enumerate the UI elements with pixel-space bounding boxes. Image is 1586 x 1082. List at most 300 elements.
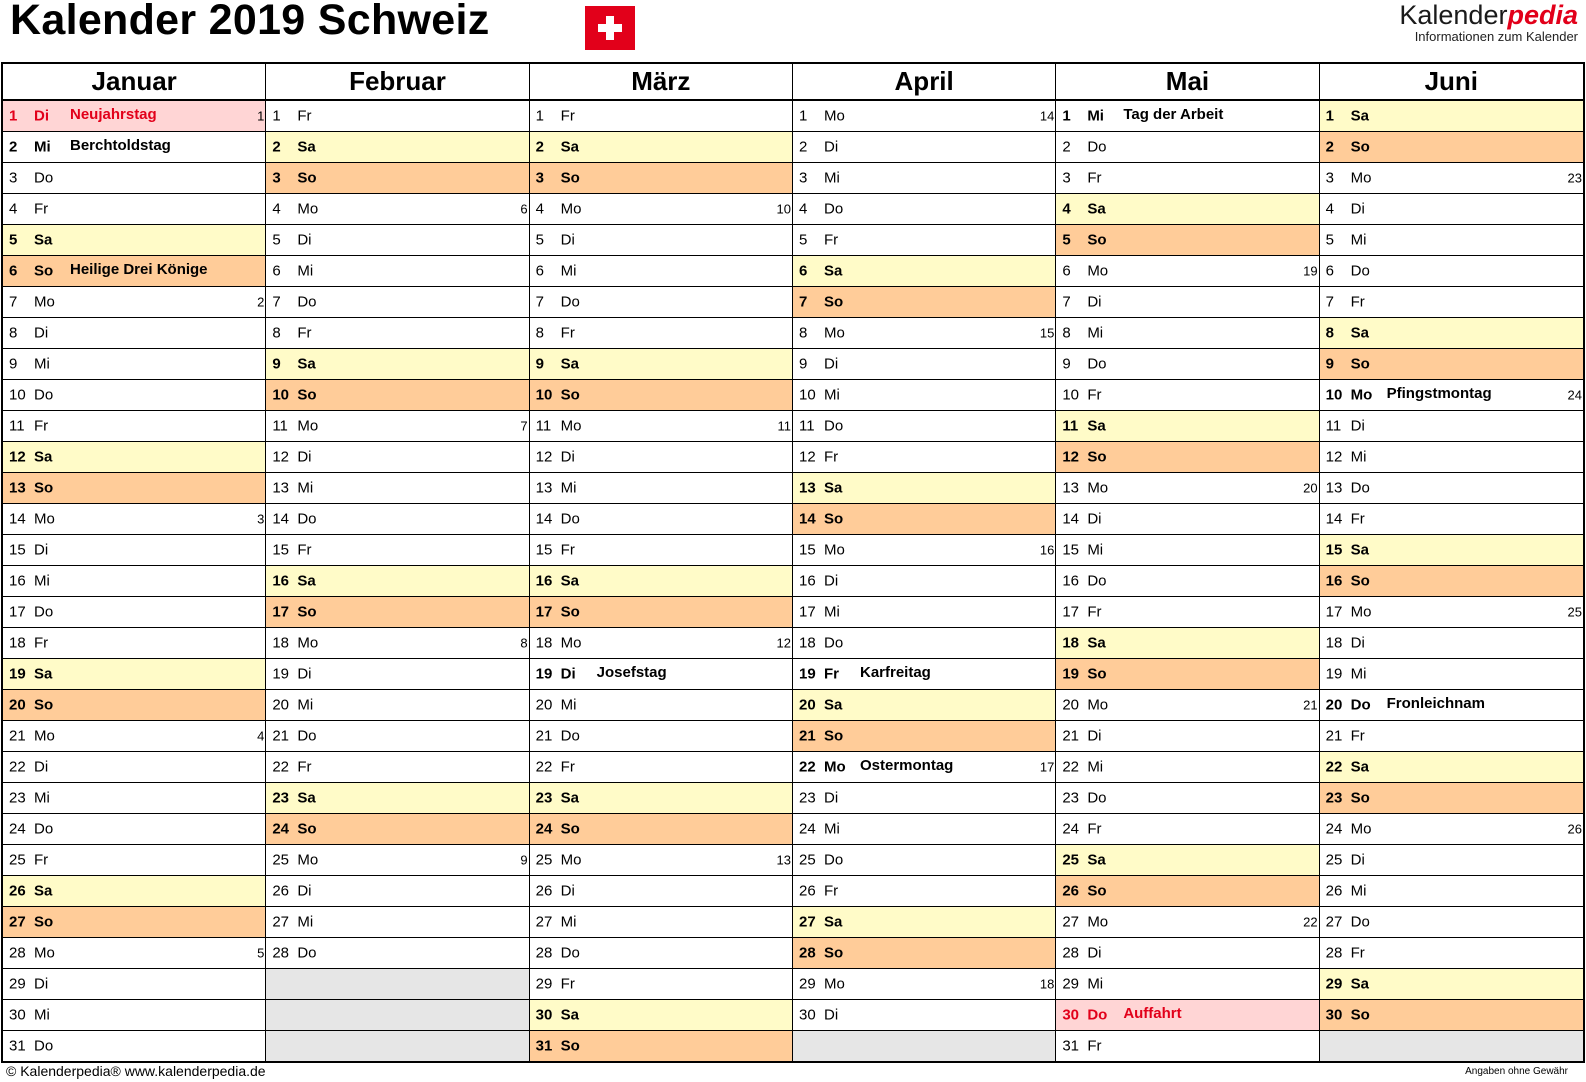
day-row[interactable] [793, 256, 1055, 287]
day-row[interactable] [266, 256, 528, 287]
day-number: 20 [798, 696, 816, 714]
day-row[interactable] [266, 752, 528, 783]
day-row[interactable] [1056, 876, 1318, 907]
day-number: 5 [1062, 231, 1071, 249]
day-row[interactable] [793, 938, 1055, 969]
day-row[interactable] [266, 690, 528, 721]
day-row[interactable] [3, 845, 265, 876]
day-row[interactable] [793, 380, 1055, 411]
day-row[interactable] [1056, 287, 1318, 318]
day-row[interactable] [3, 783, 265, 814]
day-number: 26 [9, 882, 26, 900]
day-row[interactable] [530, 101, 792, 132]
day-row[interactable] [3, 752, 265, 783]
day-row[interactable] [530, 721, 792, 752]
weekday: Mo [823, 324, 845, 342]
day-row[interactable] [3, 814, 265, 845]
day-row[interactable] [266, 163, 528, 194]
day-number: 19 [272, 665, 290, 683]
day-row[interactable] [530, 969, 792, 1000]
day-row[interactable] [3, 876, 265, 907]
day-row[interactable] [793, 163, 1055, 194]
day-row[interactable] [1320, 752, 1583, 783]
day-number: 18 [9, 634, 26, 652]
weekday: Mi [560, 696, 577, 714]
day-row[interactable] [1320, 349, 1583, 380]
day-row[interactable] [3, 473, 265, 504]
day-row[interactable] [793, 101, 1055, 132]
day-row[interactable] [1320, 504, 1583, 535]
weekday: So [560, 386, 580, 404]
day-row[interactable] [3, 721, 265, 752]
day-row[interactable] [530, 566, 792, 597]
day-row[interactable] [1056, 225, 1318, 256]
day-number: 24 [1062, 820, 1079, 838]
day-number: 26 [1062, 882, 1079, 900]
day-number: 26 [798, 882, 816, 900]
day-row[interactable] [266, 411, 528, 442]
weekday: So [823, 293, 844, 311]
day-row[interactable] [266, 907, 528, 938]
week-number: 10 [776, 201, 791, 217]
week-number: 11 [777, 418, 791, 434]
day-row[interactable] [266, 566, 528, 597]
weekday: Mi [34, 355, 50, 373]
day-number: 11 [272, 417, 288, 435]
day-row[interactable] [530, 845, 792, 876]
day-number: 19 [798, 665, 816, 683]
day-row[interactable] [1320, 256, 1583, 287]
day-row[interactable] [3, 566, 265, 597]
day-row[interactable] [793, 907, 1055, 938]
day-row[interactable] [1056, 938, 1318, 969]
day-row[interactable] [1056, 349, 1318, 380]
weekday: Fr [1350, 944, 1365, 962]
day-row[interactable] [793, 132, 1055, 163]
day-row[interactable] [1056, 318, 1318, 349]
day-row[interactable] [1320, 628, 1583, 659]
weekday: Sa [1087, 417, 1106, 435]
day-row[interactable] [3, 194, 265, 225]
weekday: Do [1350, 696, 1371, 714]
day-row[interactable] [530, 349, 792, 380]
weekday: Fr [1087, 169, 1102, 187]
day-row[interactable] [266, 535, 528, 566]
day-number: 30 [1062, 1006, 1079, 1024]
empty-day-cell [266, 1000, 528, 1031]
weekday: Sa [560, 572, 580, 590]
day-row[interactable] [1320, 876, 1583, 907]
day-row[interactable] [266, 318, 528, 349]
day-number: 6 [1062, 262, 1071, 280]
day-row[interactable] [793, 721, 1055, 752]
day-row[interactable] [1320, 194, 1583, 225]
day-row[interactable] [1320, 907, 1583, 938]
weekday: So [1350, 138, 1370, 156]
day-row[interactable] [793, 411, 1055, 442]
day-row[interactable] [1056, 566, 1318, 597]
day-row[interactable] [530, 225, 792, 256]
day-row[interactable] [1320, 938, 1583, 969]
day-row[interactable] [530, 411, 792, 442]
day-row[interactable] [530, 597, 792, 628]
day-row[interactable] [3, 411, 265, 442]
day-number: 8 [9, 324, 18, 342]
day-row[interactable] [266, 225, 528, 256]
weekday: Fr [34, 200, 49, 218]
day-row[interactable] [1056, 628, 1318, 659]
day-row[interactable] [1056, 969, 1318, 1000]
day-row[interactable] [530, 256, 792, 287]
day-number: 2 [1325, 138, 1334, 156]
day-row[interactable] [1056, 194, 1318, 225]
week-number: 17 [1039, 759, 1055, 775]
day-row[interactable] [793, 814, 1055, 845]
weekday: Fr [560, 107, 575, 125]
day-row[interactable] [793, 349, 1055, 380]
weekday: Mi [34, 138, 51, 156]
day-row[interactable] [3, 101, 265, 132]
day-row[interactable] [530, 907, 792, 938]
day-row[interactable] [3, 1000, 265, 1031]
brand-logo[interactable] [1399, 0, 1578, 44]
day-number: 6 [9, 262, 18, 280]
brand-name [1399, 0, 1578, 30]
weekday: Sa [1350, 975, 1369, 993]
day-number: 15 [535, 541, 553, 559]
day-row[interactable] [3, 132, 265, 163]
day-row[interactable] [530, 659, 792, 690]
day-row[interactable] [266, 659, 528, 690]
day-row[interactable] [530, 132, 792, 163]
day-number: 10 [798, 386, 816, 404]
day-row[interactable] [793, 752, 1055, 783]
day-row[interactable] [1320, 318, 1583, 349]
day-row[interactable] [1056, 659, 1318, 690]
weekday: So [560, 1037, 580, 1055]
holiday-name: Karfreitag [859, 663, 931, 681]
weekday: So [1087, 448, 1107, 466]
day-number: 9 [272, 355, 281, 373]
day-row[interactable] [266, 876, 528, 907]
day-row[interactable] [1320, 659, 1583, 690]
weekday: Mo [1087, 696, 1109, 714]
day-number: 14 [9, 510, 26, 528]
day-row[interactable] [1320, 163, 1583, 194]
day-row[interactable] [1056, 721, 1318, 752]
day-row[interactable] [266, 473, 528, 504]
day-row[interactable] [3, 380, 265, 411]
day-row[interactable] [1056, 1000, 1318, 1031]
day-row[interactable] [3, 907, 265, 938]
day-row[interactable] [1056, 1031, 1318, 1061]
day-row[interactable] [530, 1031, 792, 1061]
day-number: 26 [1325, 882, 1343, 900]
day-row[interactable] [1056, 783, 1318, 814]
day-row[interactable] [1320, 721, 1583, 752]
day-number: 9 [535, 355, 544, 373]
day-row[interactable] [793, 1000, 1055, 1031]
weekday: Mi [1350, 882, 1367, 900]
day-row[interactable] [1056, 504, 1318, 535]
day-row[interactable] [793, 318, 1055, 349]
day-row[interactable] [793, 876, 1055, 907]
day-number: 22 [1325, 758, 1343, 776]
day-row[interactable] [3, 535, 265, 566]
day-row[interactable] [793, 969, 1055, 1000]
weekday: Di [823, 572, 839, 590]
day-row[interactable] [1320, 132, 1583, 163]
day-number: 28 [9, 944, 26, 962]
day-row[interactable] [266, 783, 528, 814]
day-row[interactable] [266, 845, 528, 876]
day-row[interactable] [1320, 1000, 1583, 1031]
month-column [3, 64, 266, 1061]
day-row[interactable] [3, 349, 265, 380]
day-row[interactable] [1320, 473, 1583, 504]
day-row[interactable] [530, 442, 792, 473]
day-row[interactable] [266, 504, 528, 535]
weekday: So [34, 479, 54, 497]
day-number: 27 [9, 913, 26, 931]
day-row[interactable] [3, 287, 265, 318]
weekday: Sa [297, 789, 316, 807]
day-row[interactable] [793, 504, 1055, 535]
day-row[interactable] [266, 597, 528, 628]
day-row[interactable] [1056, 380, 1318, 411]
day-row[interactable] [1320, 287, 1583, 318]
day-number: 14 [272, 510, 290, 528]
weekday: So [34, 913, 54, 931]
day-number: 20 [272, 696, 290, 714]
day-number: 3 [535, 169, 544, 187]
day-row[interactable] [1320, 845, 1583, 876]
day-number: 4 [798, 200, 808, 218]
day-number: 17 [535, 603, 553, 621]
weekday: Mi [823, 169, 840, 187]
day-row[interactable] [793, 690, 1055, 721]
empty-day-cell [1320, 1031, 1583, 1061]
weekday: Di [297, 882, 312, 900]
day-row[interactable] [793, 473, 1055, 504]
day-row[interactable] [266, 442, 528, 473]
day-row[interactable] [3, 690, 265, 721]
day-row[interactable] [1056, 535, 1318, 566]
day-row[interactable] [1056, 690, 1318, 721]
weekday: Mi [297, 696, 314, 714]
day-row[interactable] [1320, 814, 1583, 845]
week-number: 2 [257, 294, 265, 310]
day-row[interactable] [266, 101, 528, 132]
weekday: Fr [560, 758, 575, 776]
day-number: 15 [1062, 541, 1079, 559]
day-row[interactable] [3, 1031, 265, 1061]
weekday: Sa [34, 231, 53, 249]
week-number: 21 [1303, 697, 1318, 713]
week-number: 14 [1039, 108, 1055, 124]
day-row[interactable] [793, 566, 1055, 597]
day-row[interactable] [3, 659, 265, 690]
day-row[interactable] [1056, 907, 1318, 938]
day-row[interactable] [530, 504, 792, 535]
day-row[interactable] [530, 876, 792, 907]
day-row[interactable] [530, 938, 792, 969]
day-row[interactable] [530, 473, 792, 504]
day-row[interactable] [3, 597, 265, 628]
week-number: 1 [257, 108, 265, 124]
day-row[interactable] [3, 163, 265, 194]
day-row[interactable] [530, 752, 792, 783]
day-row[interactable] [1056, 752, 1318, 783]
day-number: 26 [535, 882, 553, 900]
day-row[interactable] [3, 504, 265, 535]
day-number: 17 [1325, 603, 1343, 621]
day-row[interactable] [530, 287, 792, 318]
day-row[interactable] [793, 535, 1055, 566]
day-row[interactable] [3, 256, 265, 287]
day-row[interactable] [266, 194, 528, 225]
day-row[interactable] [3, 628, 265, 659]
day-row[interactable] [1320, 411, 1583, 442]
day-row[interactable] [793, 628, 1055, 659]
month-column [1056, 64, 1319, 1061]
day-row[interactable] [1320, 597, 1583, 628]
day-row[interactable] [266, 938, 528, 969]
day-number: 5 [9, 231, 18, 249]
week-number: 16 [1039, 542, 1055, 558]
weekday: Do [34, 386, 54, 404]
day-number: 18 [1325, 634, 1343, 652]
day-row[interactable] [530, 783, 792, 814]
day-row[interactable] [266, 132, 528, 163]
day-number: 6 [798, 262, 808, 280]
day-row[interactable] [530, 814, 792, 845]
day-number: 28 [1325, 944, 1343, 962]
day-number: 21 [1325, 727, 1343, 745]
day-number: 29 [1325, 975, 1343, 993]
day-row[interactable] [266, 380, 528, 411]
day-row[interactable] [1056, 597, 1318, 628]
day-number: 10 [1325, 386, 1343, 404]
day-row[interactable] [1056, 163, 1318, 194]
day-row[interactable] [3, 969, 265, 1000]
weekday: Do [297, 944, 317, 962]
week-number: 3 [257, 511, 265, 527]
day-row[interactable] [793, 287, 1055, 318]
day-number: 29 [1062, 975, 1079, 993]
weekday: Mo [1087, 913, 1109, 931]
day-number: 6 [1325, 262, 1334, 280]
day-row[interactable] [530, 163, 792, 194]
day-row[interactable] [3, 318, 265, 349]
day-row[interactable] [793, 225, 1055, 256]
header [0, 0, 1586, 60]
day-row[interactable] [3, 442, 265, 473]
day-row[interactable] [793, 194, 1055, 225]
day-row[interactable] [793, 783, 1055, 814]
day-number: 13 [272, 479, 290, 497]
empty-day-cell [793, 1031, 1055, 1061]
day-row[interactable] [1056, 256, 1318, 287]
day-row[interactable] [530, 535, 792, 566]
day-row[interactable] [266, 628, 528, 659]
day-number: 27 [272, 913, 290, 931]
day-row[interactable] [530, 690, 792, 721]
weekday: Mo [1350, 820, 1372, 838]
day-number: 18 [535, 634, 553, 652]
weekday: Mo [297, 851, 319, 869]
day-row[interactable] [1320, 380, 1583, 411]
day-row[interactable] [1056, 814, 1318, 845]
day-number: 1 [1062, 107, 1071, 125]
day-row[interactable] [530, 628, 792, 659]
day-row[interactable] [1056, 411, 1318, 442]
day-number: 24 [9, 820, 26, 838]
day-row[interactable] [793, 845, 1055, 876]
weekday: Mi [823, 386, 840, 404]
day-number: 19 [9, 665, 26, 683]
weekday: Do [560, 727, 580, 745]
weekday: Mi [1350, 231, 1367, 249]
day-row[interactable] [1320, 690, 1583, 721]
weekday: Di [560, 448, 575, 466]
day-row[interactable] [530, 318, 792, 349]
day-row[interactable] [266, 349, 528, 380]
day-row[interactable] [266, 721, 528, 752]
day-row[interactable] [1056, 101, 1318, 132]
day-row[interactable] [530, 1000, 792, 1031]
day-row[interactable] [1320, 566, 1583, 597]
day-number: 31 [535, 1037, 553, 1055]
day-row[interactable] [1320, 101, 1583, 132]
day-row[interactable] [793, 442, 1055, 473]
day-row[interactable] [266, 814, 528, 845]
day-row[interactable] [793, 597, 1055, 628]
day-row[interactable] [3, 225, 265, 256]
day-number: 16 [272, 572, 290, 590]
day-row[interactable] [1056, 473, 1318, 504]
day-row[interactable] [1320, 535, 1583, 566]
day-row[interactable] [1056, 442, 1318, 473]
day-row[interactable] [3, 938, 265, 969]
weekday: Mo [34, 727, 55, 745]
day-number: 23 [798, 789, 816, 807]
day-row[interactable] [266, 287, 528, 318]
day-number: 26 [272, 882, 290, 900]
day-row[interactable] [1320, 225, 1583, 256]
weekday: Mo [297, 634, 319, 652]
day-number: 15 [1325, 541, 1343, 559]
day-number: 20 [9, 696, 26, 714]
day-row[interactable] [530, 194, 792, 225]
weekday: Sa [823, 262, 843, 280]
day-row[interactable] [1320, 783, 1583, 814]
day-number: 24 [272, 820, 290, 838]
day-row[interactable] [1320, 969, 1583, 1000]
weekday: Fr [560, 975, 575, 993]
week-number: 23 [1567, 170, 1582, 186]
month-header: Januar [3, 64, 265, 101]
day-row[interactable] [1320, 442, 1583, 473]
weekday: Sa [823, 479, 843, 497]
day-row[interactable] [1056, 132, 1318, 163]
day-row[interactable] [530, 380, 792, 411]
day-row[interactable] [793, 659, 1055, 690]
day-number: 24 [535, 820, 553, 838]
weekday: Do [1350, 479, 1370, 497]
day-row[interactable] [1056, 845, 1318, 876]
day-number: 28 [798, 944, 816, 962]
